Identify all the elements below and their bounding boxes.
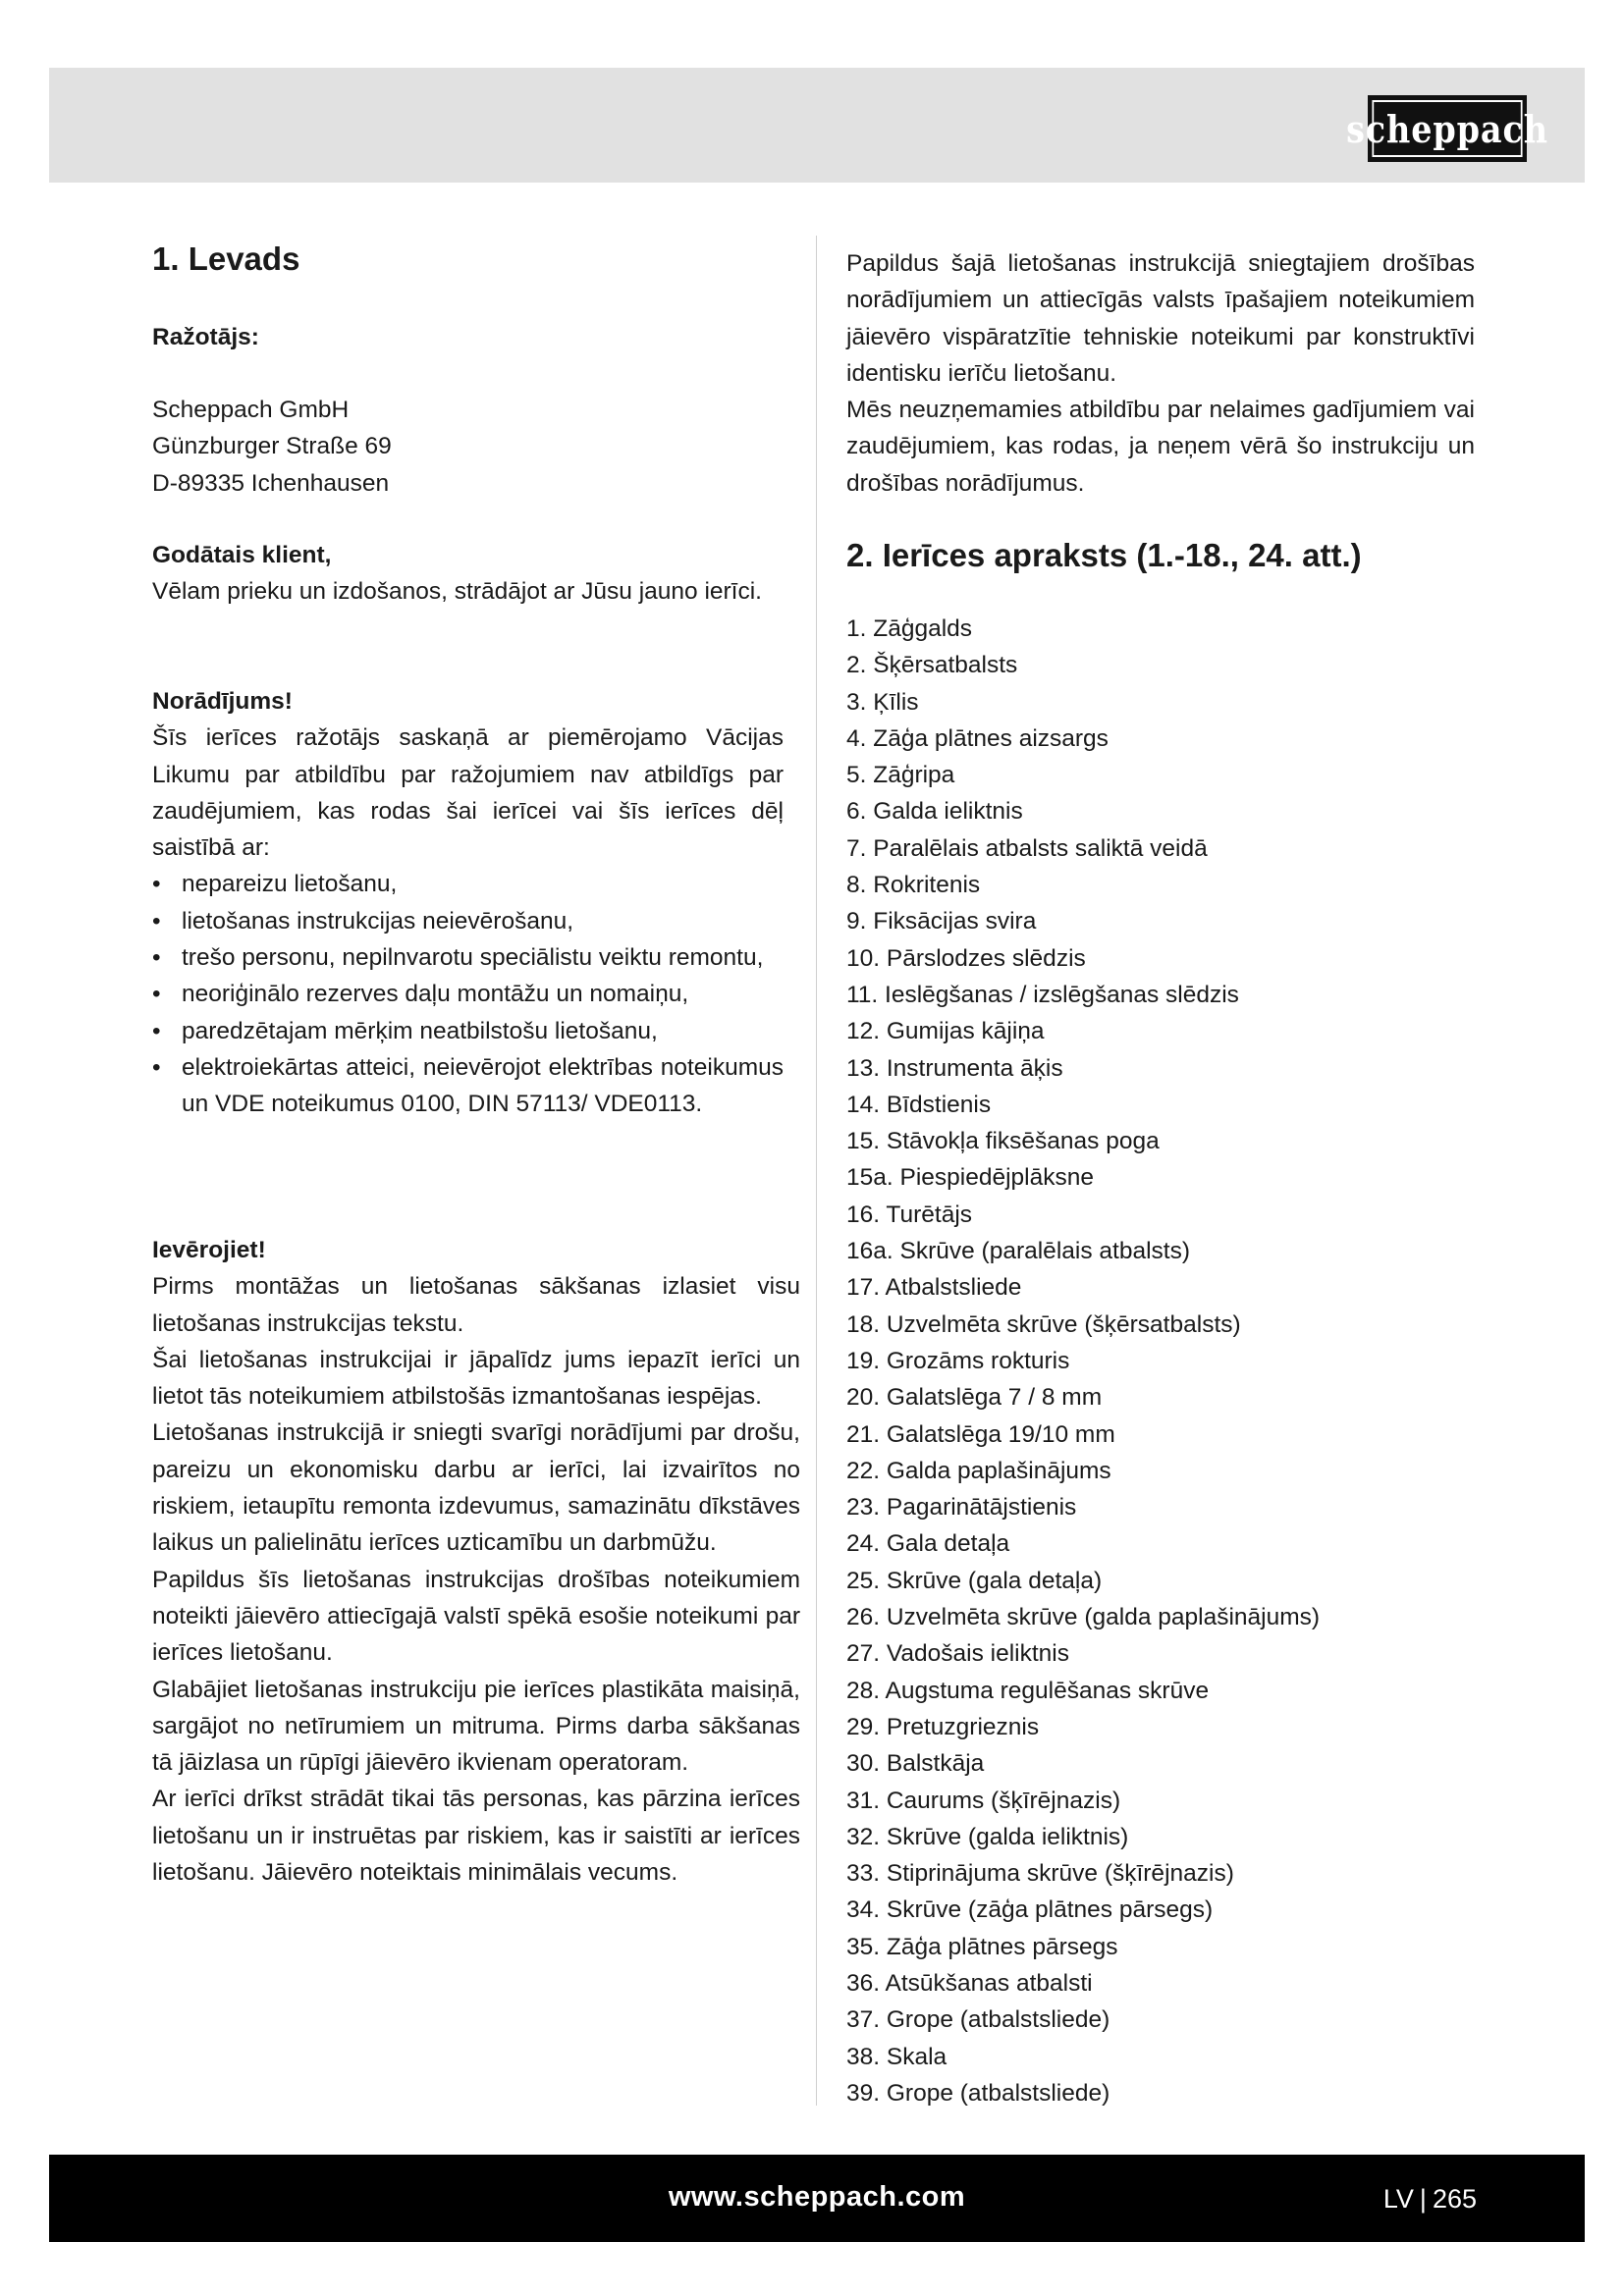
attention-paragraph: Lietošanas instrukcijā ir sniegti svarīgi norādījumi par drošu, pareizu un ekonomisku darbu ar ierīci, lai izvairītos no riskiem, ietaupītu remonta izdevumus, samazinātu dīkstāves laikus un palielinātu ierīces uzticamību un darbmūžu. bbox=[152, 1419, 800, 1557]
customer-title: Godātais klient, bbox=[152, 542, 332, 568]
note-title: Norādījums! bbox=[152, 688, 293, 715]
address-line: Günzburger Straße 69 bbox=[152, 433, 392, 460]
list-item: • neoriģinālo rezerves daļu montāžu un nomaiņu, bbox=[152, 976, 784, 1012]
parts-list-item: 22. Galda paplašinājums bbox=[846, 1457, 1111, 1484]
manufacturer-address bbox=[152, 392, 392, 502]
parts-list-item: 10. Pārslodzes slēdzis bbox=[846, 944, 1086, 972]
parts-list-item: 26. Uzvelmēta skrūve (galda paplašinājums) bbox=[846, 1604, 1321, 1631]
parts-list-item: 37. Grope (atbalstsliede) bbox=[846, 2006, 1110, 2034]
parts-list-item: 12. Gumijas kājiņa bbox=[846, 1018, 1045, 1045]
parts-list-item: 3. Ķīlis bbox=[846, 688, 919, 716]
intro-paragraph: Mēs neuzņemamies atbildību par nelaimes gadījumiem vai zaudējumiem, kas rodas, ja neņem vērā šo instrukciju un drošības norādījumus. bbox=[846, 397, 1475, 497]
parts-list-item: 32. Skrūve (galda ieliktnis) bbox=[846, 1823, 1129, 1850]
parts-list-item: 2. Šķērsatbalsts bbox=[846, 652, 1018, 679]
parts-list-item: 33. Stiprinājuma skrūve (šķīrējnazis) bbox=[846, 1860, 1234, 1888]
scheppach-logo: scheppach bbox=[1368, 95, 1527, 162]
intro-continued bbox=[846, 245, 1475, 502]
attention-paragraph: Ar ierīci drīkst strādāt tikai tās personas, kas pārzina ierīces lietošanu un ir instruētas par riskiem, kas ir saistīti ar ierīces lietošanu. Jāievēro noteiktais minimālais vecums. bbox=[152, 1786, 800, 1887]
parts-list-item: 14. Bīdstienis bbox=[846, 1091, 992, 1118]
parts-list-item: 21. Galatslēga 19/10 mm bbox=[846, 1420, 1115, 1448]
parts-list-item: 38. Skala bbox=[846, 2043, 947, 2070]
parts-list-item: 23. Pagarinātājstienis bbox=[846, 1494, 1077, 1522]
list-item: • elektroiekārtas atteici, neievērojot elektrības noteikumus un VDE noteikumus 0100, DIN 57113/ VDE0113. bbox=[152, 1049, 784, 1123]
parts-list-item: 5. Zāģripa bbox=[846, 762, 955, 789]
customer-greeting bbox=[152, 537, 784, 611]
list-item: • lietošanas instrukcijas neievērošanu, bbox=[152, 903, 784, 939]
parts-list-item: 9. Fiksācijas svira bbox=[846, 908, 1037, 935]
address-line: D-89335 Ichenhausen bbox=[152, 469, 390, 497]
attention-section bbox=[152, 1232, 800, 1891]
page-number: 265 bbox=[1432, 2184, 1477, 2214]
parts-list-item: 6. Galda ieliktnis bbox=[846, 798, 1023, 826]
parts-list-item: 36. Atsūkšanas atbalsti bbox=[846, 1969, 1093, 1997]
liability-exclusion-list bbox=[152, 866, 784, 1122]
customer-text: Vēlam prieku un izdošanos, strādājot ar Jūsu jauno ierīci. bbox=[152, 578, 762, 606]
parts-list-item: 34. Skrūve (zāģa plātnes pārsegs) bbox=[846, 1896, 1214, 1924]
attention-title: Ievērojiet! bbox=[152, 1237, 266, 1263]
footer-bar bbox=[49, 2155, 1585, 2242]
intro-paragraph: Papildus šajā lietošanas instrukcijā sniegtajiem drošības norādījumiem un attiecīgās valsts īpašajiem noteikumiem jāievēro vispāratzītie tehniskie noteikumi par konstruktīvi identisku ierīču lietošanu. bbox=[846, 250, 1475, 387]
note-text: Šīs ierīces ražotājs saskaņā ar piemērojamo Vācijas Likumu par atbildību par ražojumiem nav atbildīgs par zaudējumiem, kas rodas šai ierīcei vai šīs ierīces dēļ saistībā ar: bbox=[152, 724, 784, 862]
parts-list-item: 4. Zāģa plātnes aizsargs bbox=[846, 724, 1109, 752]
language-code: LV bbox=[1382, 2184, 1414, 2214]
parts-list-item: 39. Grope (atbalstsliede) bbox=[846, 2079, 1110, 2107]
parts-list-item: 30. Balstkāja bbox=[846, 1750, 985, 1778]
parts-list-item: 29. Pretuzgrieznis bbox=[846, 1713, 1040, 1740]
list-item: • nepareizu lietošanu, bbox=[152, 866, 784, 902]
attention-paragraph: Pirms montāžas un lietošanas sākšanas izlasiet visu lietošanas instrukcijas tekstu. bbox=[152, 1273, 800, 1337]
parts-list-item: 28. Augstuma regulēšanas skrūve bbox=[846, 1677, 1210, 1704]
separator: | bbox=[1419, 2184, 1427, 2214]
attention-paragraph: Papildus šīs lietošanas instrukcijas drošības noteikumiem noteikti jāievēro attiecīgajā valstī spēkā esošie noteikumi par ierīces lietošanu. bbox=[152, 1566, 800, 1667]
parts-list-item: 27. Vadošais ieliktnis bbox=[846, 1640, 1069, 1668]
parts-list-item: 35. Zāģa plātnes pārsegs bbox=[846, 1933, 1118, 1960]
parts-list-item: 13. Instrumenta āķis bbox=[846, 1054, 1063, 1082]
parts-list-item: 19. Grozāms rokturis bbox=[846, 1347, 1070, 1374]
parts-list-block bbox=[846, 611, 1320, 2111]
parts-list bbox=[846, 611, 1320, 2111]
page-indicator bbox=[1383, 2184, 1477, 2215]
address-line: Scheppach GmbH bbox=[152, 397, 350, 423]
attention-paragraph: Šai lietošanas instrukcijai ir jāpalīdz jums iepazīt ierīci un lietot tās noteikumiem atbilstošās izmantošanas iespējas. bbox=[152, 1346, 800, 1411]
parts-list-item: 31. Caurums (šķīrējnazis) bbox=[846, 1787, 1121, 1814]
section-heading-device-description: 2. Ierīces apraksts (1.-18., 24. att.) bbox=[846, 537, 1362, 573]
parts-list-item: 8. Rokritenis bbox=[846, 872, 981, 899]
parts-list-item: 20. Galatslēga 7 / 8 mm bbox=[846, 1384, 1103, 1412]
parts-list-item: 24. Gala detaļa bbox=[846, 1530, 1010, 1558]
list-item: • paredzētajam mērķim neatbilstošu lietošanu, bbox=[152, 1013, 784, 1049]
parts-list-item: 18. Uzvelmēta skrūve (šķērsatbalsts) bbox=[846, 1310, 1241, 1338]
column-divider bbox=[816, 236, 817, 2106]
parts-list-item: 11. Ieslēgšanas / izslēgšanas slēdzis bbox=[846, 981, 1239, 1008]
list-item: • trešo personu, nepilnvarotu speciālistu veiktu remontu, bbox=[152, 939, 784, 976]
parts-list-item: 17. Atbalstsliede bbox=[846, 1274, 1022, 1302]
parts-list-item: 7. Paralēlais atbalsts saliktā veidā bbox=[846, 834, 1208, 862]
parts-list-item: 1. Zāģgalds bbox=[846, 615, 973, 642]
manufacturer-label: Ražotājs: bbox=[152, 324, 259, 350]
parts-list-item: 15a. Piespiedējplāksne bbox=[846, 1164, 1094, 1192]
section-heading-introduction: 1. Levads bbox=[152, 240, 300, 277]
attention-paragraph: Glabājiet lietošanas instrukciju pie ierīces plastikāta maisiņā, sargājot no netīrumiem un mitruma. Pirms darba sākšanas tā jāizlasa un rūpīgi jāievēro ikvienam operatoram. bbox=[152, 1676, 800, 1777]
parts-list-item: 25. Skrūve (gala detaļa) bbox=[846, 1567, 1103, 1594]
parts-list-item: 16a. Skrūve (paralēlais atbalsts) bbox=[846, 1238, 1190, 1265]
parts-list-item: 15. Stāvokļa fiksēšanas poga bbox=[846, 1128, 1160, 1155]
note-section bbox=[152, 683, 784, 1123]
website-link[interactable]: www.scheppach.com bbox=[668, 2181, 966, 2213]
parts-list-item: 16. Turētājs bbox=[846, 1201, 973, 1228]
